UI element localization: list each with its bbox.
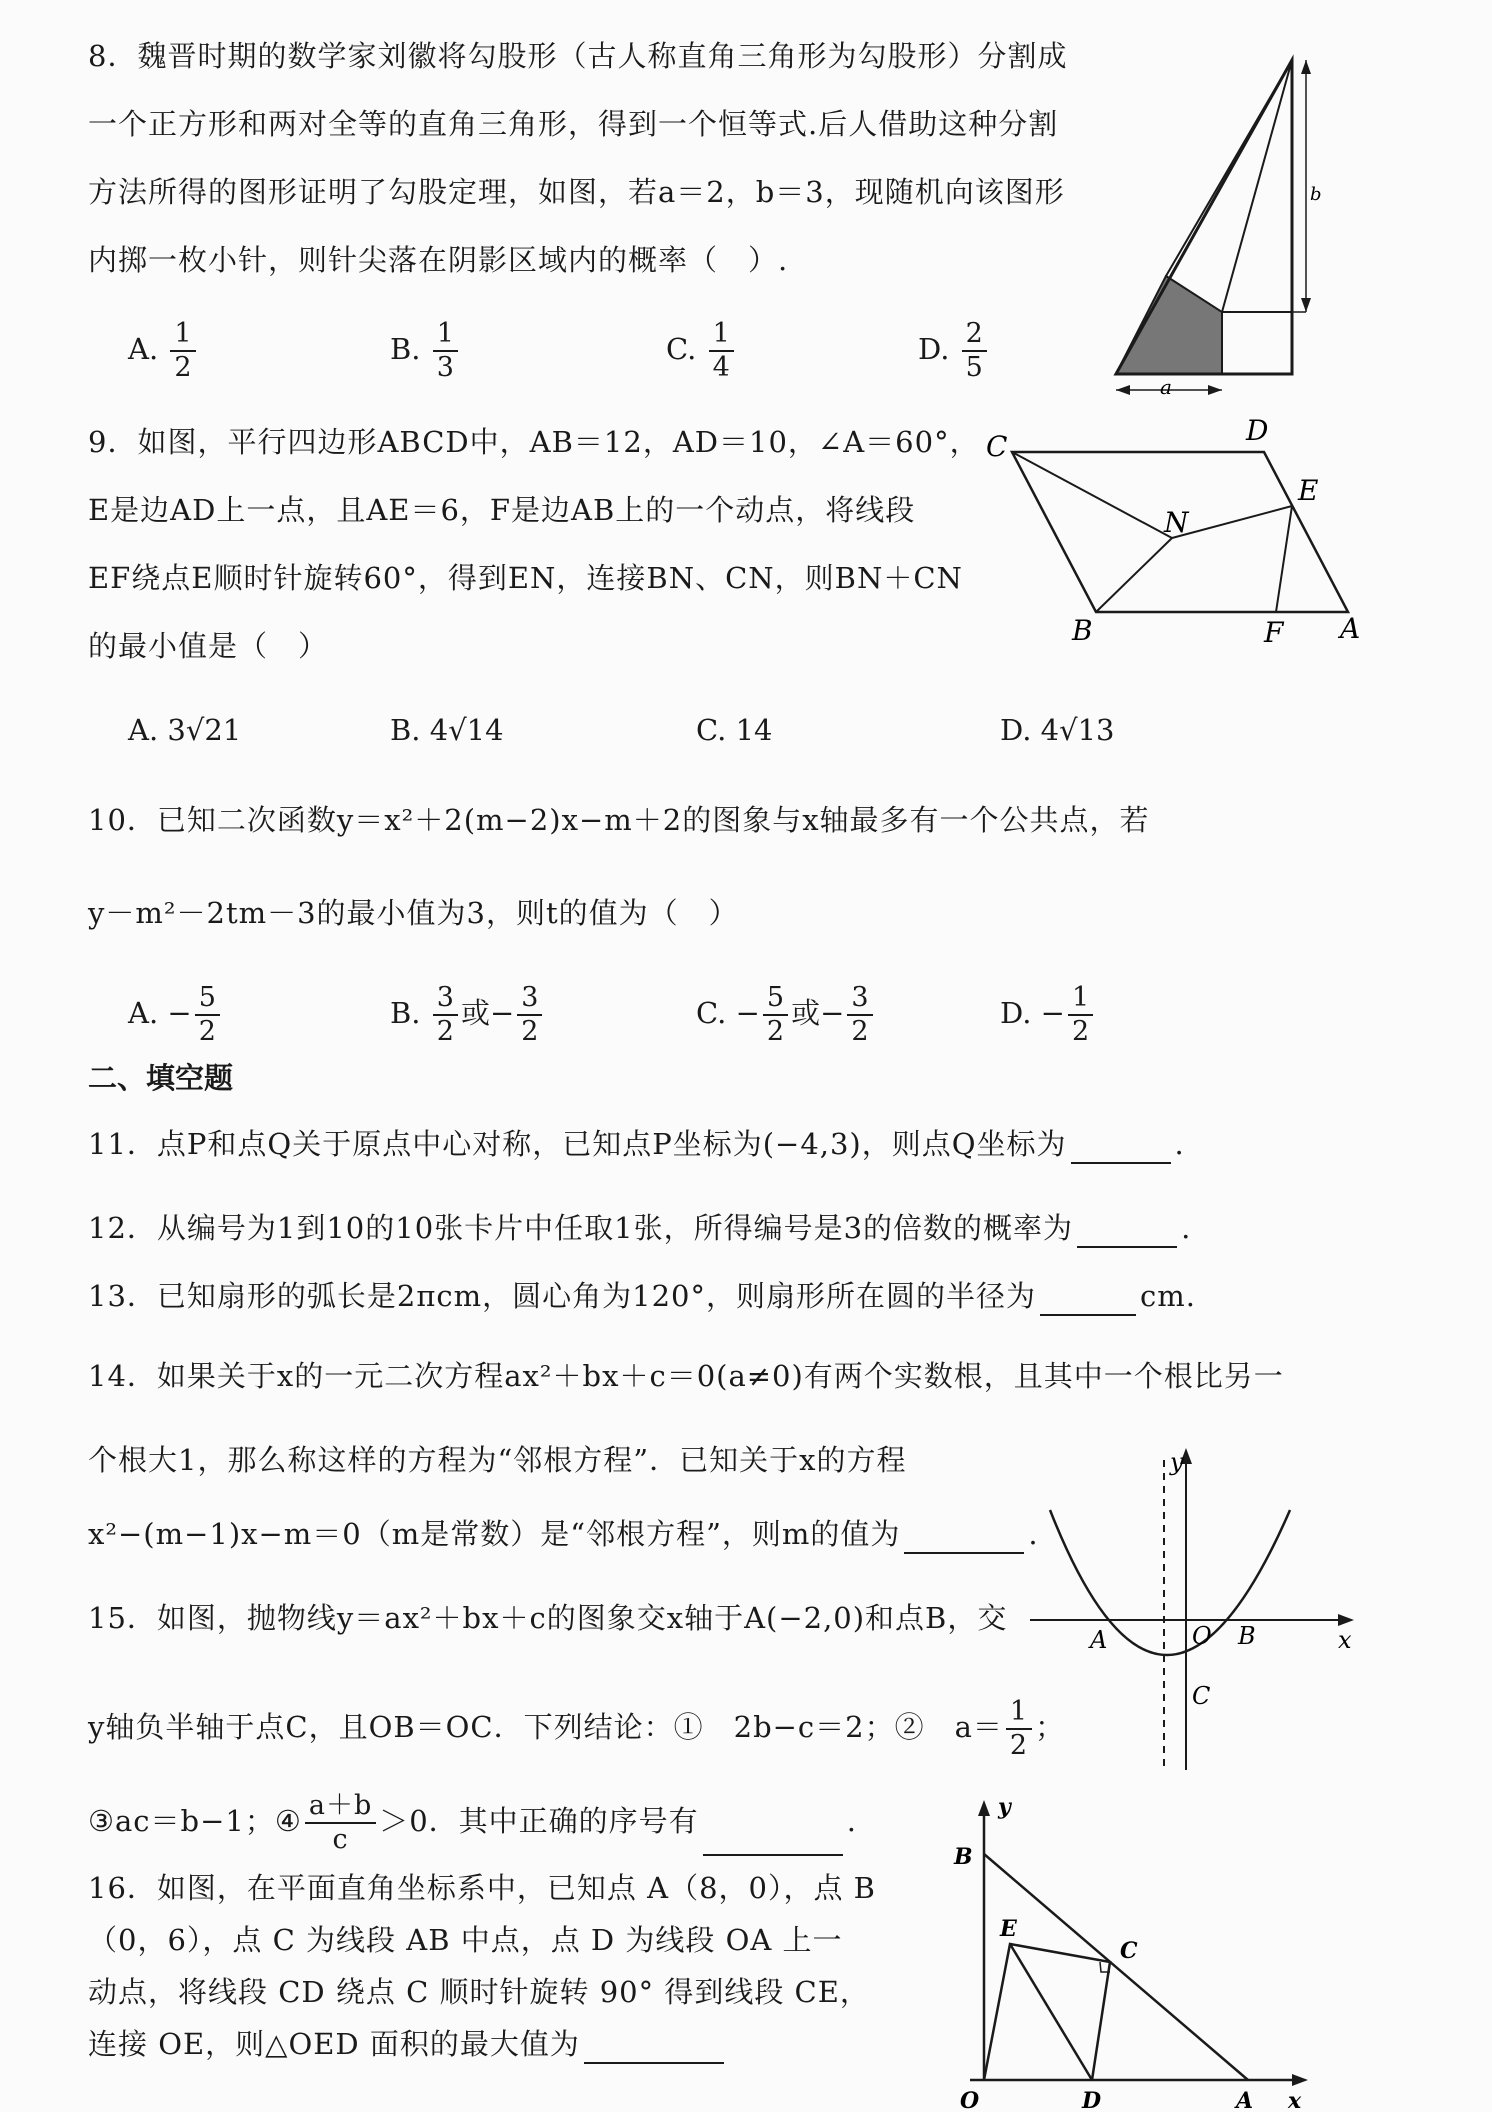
q8-line-1: 8．魏晋时期的数学家刘徽将勾股形（古人称直角三角形为勾股形）分割成	[88, 39, 1068, 73]
option-label: A.	[128, 332, 159, 366]
q10-option-a[interactable]: A. − $\frac{5}{2}$	[128, 982, 223, 1048]
label-e: E	[1298, 474, 1319, 507]
q11-line: 11．点P和点Q关于原点中心对称，已知点P坐标为(−4,3)，则点Q坐标为 .	[88, 1124, 1185, 1164]
label-d: D	[1246, 414, 1269, 447]
q13-line: 13．已知扇形的弧长是2πcm，圆心角为120°，则扇形所在圆的半径为 cm.	[88, 1276, 1196, 1316]
label-e: E	[1000, 1916, 1017, 1942]
section-title: 二、填空题	[88, 1061, 234, 1095]
shaded-region	[1116, 276, 1222, 374]
q16-line-1: 16．如图，在平面直角坐标系中，已知点 A（8，0），点 B	[88, 1871, 876, 1905]
q9-option-b[interactable]: B. 4√14	[390, 713, 504, 747]
segment-cn	[1012, 452, 1172, 538]
fraction: $\frac{1}{2}$	[170, 318, 195, 384]
answer-blank[interactable]	[1040, 1284, 1136, 1316]
label-n: N	[1164, 506, 1189, 539]
q16-figure	[930, 1790, 1330, 2112]
q9-option-a[interactable]: A. 3√21	[128, 713, 242, 747]
q9-line-4: 的最小值是（ ）	[88, 629, 329, 663]
arrow-right-icon	[1208, 385, 1222, 395]
q9-option-c[interactable]: C. 14	[696, 713, 773, 747]
label-c: C	[1120, 1938, 1138, 1964]
answer-blank[interactable]	[1077, 1216, 1177, 1248]
q8-figure	[1110, 50, 1320, 410]
answer-blank[interactable]	[584, 2032, 724, 2064]
q14-line-1: 14．如果关于x的一元二次方程ax²＋bx＋c＝0(a≠0)有两个实数根，且其中一个根比另一	[88, 1359, 1284, 1393]
q10-option-b[interactable]: B. $\frac{3}{2}$ 或− $\frac{3}{2}$	[390, 982, 545, 1048]
label-b: B	[1072, 614, 1093, 647]
q8-option-b[interactable]	[390, 318, 461, 384]
q10-option-c[interactable]: C. − $\frac{5}{2}$ 或− $\frac{3}{2}$	[696, 982, 876, 1048]
label-o: O	[1192, 1622, 1212, 1650]
q9-figure	[976, 414, 1366, 650]
q8-line-4: 内掷一枚小针，则针尖落在阴影区域内的概率（ ）.	[88, 243, 789, 277]
square	[1222, 312, 1292, 374]
answer-blank[interactable]	[904, 1522, 1024, 1554]
arrow-up-icon	[978, 1800, 990, 1816]
label-a: a	[1160, 375, 1172, 399]
q15-line-2: y轴负半轴于点C，且OB＝OC．下列结论：① 2b−c＝2；② a＝ $\frac{1}{2}$ ；	[88, 1696, 1066, 1761]
option-label: D.	[918, 332, 950, 366]
q8-option-c[interactable]	[666, 318, 737, 384]
segment	[1222, 60, 1292, 312]
label-x: x	[1338, 1626, 1352, 1654]
fraction: $\frac{2}{5}$	[962, 318, 987, 384]
q12-line: 12．从编号为1到10的10张卡片中任取1张，所得编号是3的倍数的概率为 .	[88, 1208, 1191, 1248]
label-y: y	[998, 1794, 1011, 1820]
q16-line-4: 连接 OE，则△OED 面积的最大值为	[88, 2024, 728, 2064]
arrow-up-icon	[1301, 60, 1311, 74]
q16-line-3: 动点，将线段 CD 绕点 C 顺时针旋转 90° 得到线段 CE，	[88, 1975, 870, 2009]
q14-line-3: x²−(m−1)x−m＝0（m是常数）是“邻根方程”，则m的值为 .	[88, 1514, 1039, 1554]
option-label: B.	[390, 332, 421, 366]
q8-option-d[interactable]	[918, 318, 990, 384]
label-b: B	[954, 1844, 973, 1870]
segments-oe-ec-cd	[984, 1944, 1110, 2080]
q8-line-2: 一个正方形和两对全等的直角三角形，得到一个恒等式.后人借助这种分割	[88, 107, 1059, 141]
q14-line-2: 个根大1，那么称这样的方程为“邻根方程”．已知关于x的方程	[88, 1443, 907, 1477]
q8-option-a[interactable]	[128, 318, 199, 384]
segment-ef	[1276, 506, 1292, 612]
q15-line-1: 15．如图，抛物线y＝ax²＋bx＋c的图象交x轴于A(−2,0)和点B，交	[88, 1601, 1008, 1635]
fraction: $\frac{1}{4}$	[709, 318, 734, 384]
arrow-left-icon	[1116, 385, 1130, 395]
segment-ed	[1010, 1944, 1092, 2080]
label-a: A	[1340, 612, 1361, 645]
label-c: C	[1192, 1682, 1211, 1710]
option-label: C.	[666, 332, 697, 366]
q15-figure	[1020, 1440, 1360, 1780]
answer-blank[interactable]	[1071, 1132, 1171, 1164]
label-c: C	[986, 430, 1008, 463]
q9-line-3: EF绕点E顺时针旋转60°，得到EN，连接BN、CN，则BN＋CN	[88, 561, 963, 595]
arrow-right-icon	[1338, 1614, 1354, 1626]
label-a: A	[1090, 1626, 1108, 1654]
label-y: y	[1170, 1448, 1184, 1476]
fraction: $\frac{1}{3}$	[433, 318, 458, 384]
label-x: x	[1288, 2088, 1302, 2112]
q10-option-d[interactable]: D. − $\frac{1}{2}$	[1000, 982, 1096, 1048]
q15-line-3: ③ac＝b−1；④ $\frac{a+b}{c}$ ＞0．其中正确的序号有 .	[88, 1790, 857, 1855]
arrow-right-icon	[1292, 2074, 1308, 2086]
segment	[1166, 60, 1292, 276]
q9-line-1: 9．如图，平行四边形ABCD中，AB＝12，AD＝10，∠A＝60°，	[88, 425, 980, 459]
arrow-down-icon	[1301, 298, 1311, 312]
label-o: O	[960, 2088, 980, 2112]
label-a: A	[1236, 2088, 1254, 2112]
answer-blank[interactable]	[703, 1824, 843, 1856]
q10-line-1: 10．已知二次函数y＝x²＋2(m−2)x−m＋2的图象与x轴最多有一个公共点，若	[88, 803, 1150, 837]
label-b: b	[1310, 184, 1322, 205]
q9-option-d[interactable]: D. 4√13	[1000, 713, 1115, 747]
q10-line-2: y－m²－2tm－3的最小值为3，则t的值为（ ）	[88, 896, 739, 930]
segment-en	[1172, 506, 1292, 538]
q9-line-2: E是边AD上一点，且AE＝6，F是边AB上的一个动点，将线段	[88, 493, 916, 527]
label-d: D	[1082, 2088, 1102, 2112]
q16-line-2: （0，6），点 C 为线段 AB 中点，点 D 为线段 OA 上一	[88, 1923, 843, 1957]
segment-bn	[1096, 538, 1172, 612]
q8-line-3: 方法所得的图形证明了勾股定理，如图，若a＝2，b＝3，现随机向该图形	[88, 175, 1065, 209]
label-b: B	[1238, 1622, 1256, 1650]
label-f: F	[1264, 616, 1284, 649]
